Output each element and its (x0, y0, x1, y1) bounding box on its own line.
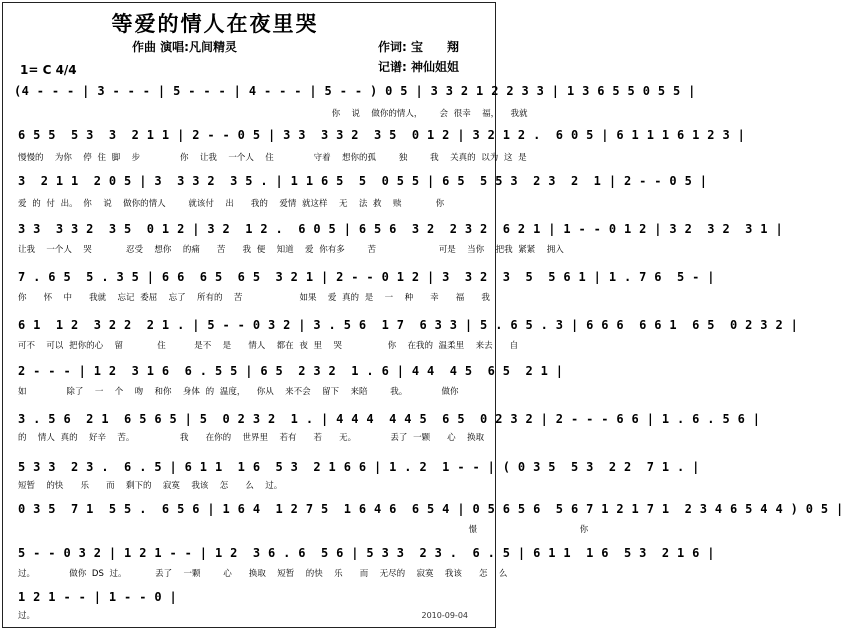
lyric-row-6: 可不 可以 把你的心 留 住 是不 是 情人 都在 夜 里 哭 你 在我的 温柔里 来去 自 (18, 341, 519, 351)
notation-row-11: 5 - - 0 3 2 | 1 2 1 - - | 1 2 3 6 . 6 5 6 | 5 3 3 2 3 . 6 . 5 | 6 1 1 1 6 5 3 2 1 6 | (18, 546, 715, 560)
lyric-row-8: 的 情人 真的 好辛 苦。 我 在你的 世界里 若有 若 无。 丢了 一颗 心 换取 (18, 433, 485, 443)
transcriber: 记谱: 神仙姐姐 (378, 60, 459, 74)
lyric-row-10: 憬 你 (18, 525, 589, 535)
lyric-row-5: 你 怀 中 我就 忘记 委屈 忘了 所有的 苦 如果 爱 真的 是 一 种 幸 福 我 (18, 293, 490, 303)
key-time-signature: 1= C 4/4 (20, 63, 77, 77)
lyric-row-11: 过。 做你 DS 过。 丢了 一颗 心 换取 短暂 的快 乐 而 无尽的 寂寞 我该 怎 么 (18, 569, 508, 579)
notation-row-5: 7 . 6 5 5 . 3 5 | 6 6 6 5 6 5 3 2 1 | 2 - - 0 1 2 | 3 3 2 3 5 5 6 1 | 1 . 7 6 5 - | (18, 270, 715, 284)
notation-row-3: 3 2 1 1 2 0 5 | 3 3 3 2 3 5 . | 1 1 6 5 5 0 5 5 | 6 5 5 5 3 2 3 2 1 | 2 - - 0 5 | (18, 174, 708, 188)
lyric-row-2: 慢慢的 为你 停 住 脚 步 你 让我 一个人 住 守着 想你的孤 独 我 关真的 以为 这 是 (18, 153, 527, 163)
lyricist: 作词: 宝 翔 (378, 40, 459, 54)
notation-row-8: 3 . 5 6 2 1 6 5 6 5 | 5 0 2 3 2 1 . | 4 4 4 4 4 5 6 5 0 2 3 2 | 2 - - - 6 6 | 1 . 6 . 5 6 | (18, 412, 761, 426)
lyric-row-4: 让我 一个人 哭 忍受 想你 的痛 苦 我 便 知道 爱 你有多 苦 可是 当你 把我 紧紧 拥入 (18, 245, 564, 255)
notation-row-4: 3 3 3 3 2 3 5 0 1 2 | 3 2 1 2 . 6 0 5 | 6 5 6 3 2 2 3 2 6 2 1 | 1 - - 0 1 2 | 3 2 3 2 3 1 | (18, 222, 784, 236)
notation-row-1: (4 - - - | 3 - - - | 5 - - - | 4 - - - | 5 - - ) 0 5 | 3 3 2 1 2 2 3 3 | 1 3 6 5 5 0 5 5 | (14, 84, 696, 98)
lyric-row-1: 你 说 做你的情人， 会 很幸 福， 我就 (18, 109, 528, 119)
notation-row-9: 5 3 3 2 3 . 6 . 5 | 6 1 1 1 6 5 3 2 1 6 6 | 1 . 2 1 - - | ( 0 3 5 5 3 2 2 7 1 . | (18, 460, 700, 474)
notation-row-12: 1 2 1 - - | 1 - - 0 | (18, 590, 178, 604)
lyric-row-9: 短暂 的快 乐 而 剩下的 寂寞 我该 怎 么 过。 (18, 481, 283, 491)
transcription-date: 2010-09-04 (421, 611, 468, 620)
composer-singer: 作曲 演唱:凡间精灵 (132, 40, 237, 54)
song-title: 等爱的情人在夜里哭 (111, 12, 319, 36)
notation-row-10: 0 3 5 7 1 5 5 . 6 5 6 | 1 6 4 1 2 7 5 1 6 4 6 6 5 4 | 0 5 6 5 6 5 6 7 1 2 1 7 1 2 3 4 6 5 4 4 ) 0 5 | (18, 502, 844, 516)
notation-row-2: 6 5 5 5 3 3 2 1 1 | 2 - - 0 5 | 3 3 3 3 2 3 5 0 1 2 | 3 2 1 2 . 6 0 5 | 6 1 1 1 6 1 2 3 | (18, 128, 746, 142)
notation-row-6: 6 1 1 2 3 2 2 2 1 . | 5 - - 0 3 2 | 3 . 5 6 1 7 6 3 3 | 5 . 6 5 . 3 | 6 6 6 6 6 1 6 5 0 2 3 2 | (18, 318, 799, 332)
lyric-row-7: 如 除了 一 个 吻 和你 身体 的 温度， 你从 来不会 留下 来陪 我。 做你 (18, 387, 459, 397)
notation-row-7: 2 - - - | 1 2 3 1 6 6 . 5 5 | 6 5 2 3 2 1 . 6 | 4 4 4 5 6 5 2 1 | (18, 364, 564, 378)
lyric-row-3: 爱 的 付 出。 你 说 做你的情人 就该付 出 我的 爱情 就这样 无 法 救 赎 你 (18, 199, 445, 209)
lyric-row-12: 过。 (18, 611, 36, 621)
